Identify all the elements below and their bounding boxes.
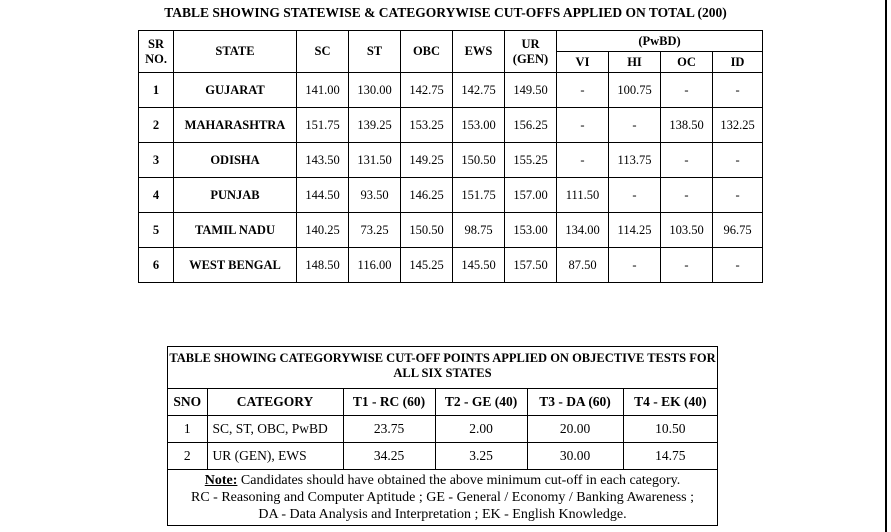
note-text: Candidates should have obtained the above minimum cut-off in each category. [237, 473, 681, 488]
cell-state: TAMIL NADU [174, 213, 297, 248]
cell-sc: 151.75 [297, 108, 349, 143]
table1-title: TABLE SHOWING STATEWISE & CATEGORYWISE CUT-OFFS APPLIED ON TOTAL (200) [164, 5, 727, 20]
cell-ews: 142.75 [453, 73, 505, 108]
header-t4: T4 - EK (40) [623, 389, 717, 416]
cell-ur: 156.25 [505, 108, 557, 143]
cell-sr: 3 [139, 143, 174, 178]
cell-t4: 14.75 [623, 443, 717, 470]
cell-ur: 157.50 [505, 248, 557, 283]
cell-ur: 155.25 [505, 143, 557, 178]
header-category: CATEGORY [207, 389, 343, 416]
cell-st: 131.50 [349, 143, 401, 178]
cell-id: 132.25 [713, 108, 763, 143]
cell-state: MAHARASHTRA [174, 108, 297, 143]
table-row [139, 73, 763, 108]
cell-sc: 143.50 [297, 143, 349, 178]
cell-hi: 100.75 [609, 73, 661, 108]
header-ews: EWS [453, 31, 505, 73]
cell-oc: - [661, 143, 713, 178]
cell-oc: - [661, 73, 713, 108]
header-srno: SR NO. [139, 31, 174, 73]
cell-category: UR (GEN), EWS [207, 443, 343, 470]
cell-sr: 1 [139, 73, 174, 108]
cell-hi: 114.25 [609, 213, 661, 248]
cell-ur: 153.00 [505, 213, 557, 248]
cell-vi: - [557, 73, 609, 108]
cell-sr: 6 [139, 248, 174, 283]
header-obc: OBC [401, 31, 453, 73]
cell-st: 73.25 [349, 213, 401, 248]
header-t3: T3 - DA (60) [527, 389, 623, 416]
cell-vi: - [557, 108, 609, 143]
header-sc: SC [297, 31, 349, 73]
cell-obc: 149.25 [401, 143, 453, 178]
cell-t3: 20.00 [527, 416, 623, 443]
cell-st: 93.50 [349, 178, 401, 213]
header-t1: T1 - RC (60) [343, 389, 435, 416]
cell-id: - [713, 248, 763, 283]
cell-sr: 5 [139, 213, 174, 248]
cell-ur: 157.00 [505, 178, 557, 213]
cell-category: SC, ST, OBC, PwBD [207, 416, 343, 443]
cell-state: WEST BENGAL [174, 248, 297, 283]
cell-sc: 144.50 [297, 178, 349, 213]
table2-title: TABLE SHOWING CATEGORYWISE CUT-OFF POINTS APPLIED ON OBJECTIVE TESTS FOR ALL SIX STATES [169, 351, 716, 380]
cell-sc: 148.50 [297, 248, 349, 283]
cell-sno: 1 [168, 416, 207, 443]
cell-t3: 30.00 [527, 443, 623, 470]
cell-hi: 113.75 [609, 143, 661, 178]
table-row [139, 143, 763, 178]
header-oc: OC [661, 52, 713, 73]
statewise-cutoff-table [138, 30, 763, 283]
cell-id: - [713, 143, 763, 178]
cell-t2: 3.25 [435, 443, 527, 470]
notes [168, 472, 717, 523]
cell-ews: 145.50 [453, 248, 505, 283]
cell-hi: - [609, 178, 661, 213]
cell-obc: 150.50 [401, 213, 453, 248]
cell-obc: 145.25 [401, 248, 453, 283]
cell-oc: - [661, 178, 713, 213]
header-vi: VI [557, 52, 609, 73]
cell-t1: 34.25 [343, 443, 435, 470]
table2-header-row [168, 389, 717, 416]
cell-obc: 146.25 [401, 178, 453, 213]
header-st: ST [349, 31, 401, 73]
legend-line-1: RC - Reasoning and Computer Aptitude ; GE - General / Economy / Banking Awareness ; [190, 490, 694, 505]
table-row [139, 213, 763, 248]
header-hi: HI [609, 52, 661, 73]
legend-line-2: DA - Data Analysis and Interpretation ; EK - English Knowledge. [258, 507, 627, 522]
cell-st: 130.00 [349, 73, 401, 108]
cell-ur: 149.50 [505, 73, 557, 108]
table-row [139, 178, 763, 213]
cell-id: 96.75 [713, 213, 763, 248]
cell-state: PUNJAB [174, 178, 297, 213]
cell-sc: 141.00 [297, 73, 349, 108]
cell-ews: 153.00 [453, 108, 505, 143]
cell-t1: 23.75 [343, 416, 435, 443]
table-row [168, 416, 717, 443]
cell-ews: 98.75 [453, 213, 505, 248]
cell-oc: - [661, 248, 713, 283]
cell-vi: 134.00 [557, 213, 609, 248]
cell-id: - [713, 178, 763, 213]
table-row [139, 108, 763, 143]
cell-st: 139.25 [349, 108, 401, 143]
cell-obc: 153.25 [401, 108, 453, 143]
table-row [139, 248, 763, 283]
cell-t4: 10.50 [623, 416, 717, 443]
header-ur-gen: UR (GEN) [505, 31, 557, 73]
objective-tests-box [167, 346, 718, 526]
cell-t2: 2.00 [435, 416, 527, 443]
cell-ews: 150.50 [453, 143, 505, 178]
cell-sc: 140.25 [297, 213, 349, 248]
categorywise-cutoff-table [168, 388, 717, 470]
cell-sr: 2 [139, 108, 174, 143]
header-state: STATE [174, 31, 297, 73]
note-label: Note: [204, 473, 238, 488]
cell-id: - [713, 73, 763, 108]
cell-hi: - [609, 108, 661, 143]
cell-state: GUJARAT [174, 73, 297, 108]
page-edge [885, 0, 887, 532]
cell-st: 116.00 [349, 248, 401, 283]
cell-hi: - [609, 248, 661, 283]
cell-ews: 151.75 [453, 178, 505, 213]
note-line [168, 472, 717, 489]
cell-oc: 103.50 [661, 213, 713, 248]
cell-oc: 138.50 [661, 108, 713, 143]
header-id: ID [713, 52, 763, 73]
cell-vi: 111.50 [557, 178, 609, 213]
table-row [168, 443, 717, 470]
header-pwbd: (PwBD) [557, 31, 763, 52]
cell-obc: 142.75 [401, 73, 453, 108]
cell-state: ODISHA [174, 143, 297, 178]
header-t2: T2 - GE (40) [435, 389, 527, 416]
cell-sr: 4 [139, 178, 174, 213]
cell-vi: - [557, 143, 609, 178]
cell-vi: 87.50 [557, 248, 609, 283]
cell-sno: 2 [168, 443, 207, 470]
header-sno: SNO [168, 389, 207, 416]
